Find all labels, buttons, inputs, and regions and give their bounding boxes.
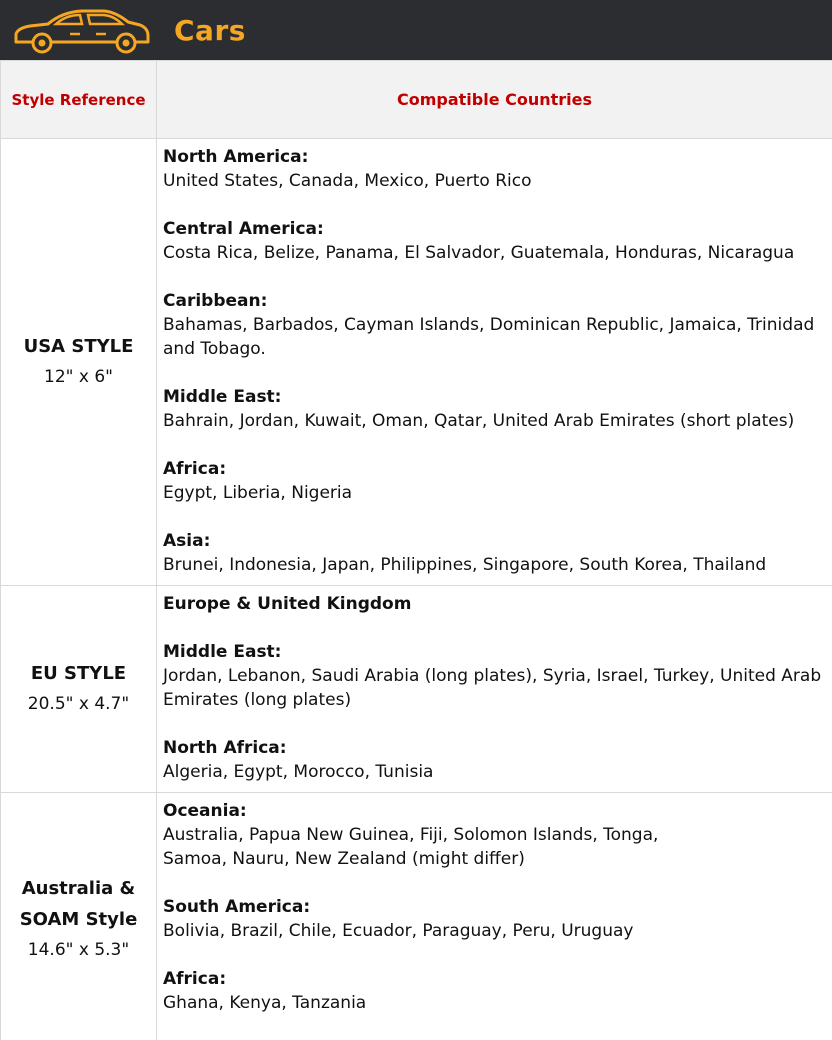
region-title: Oceania: (163, 801, 247, 821)
region-title: South America: (163, 897, 311, 917)
region-title: Middle East: (163, 642, 282, 662)
style-name-line-1: Australia & (21, 878, 136, 899)
style-reference-cell (1, 139, 157, 586)
country-list: Brunei, Indonesia, Japan, Philippines, Singapore, South Korea, Thailand (163, 555, 767, 575)
country-list: Jordan, Lebanon, Saudi Arabia (long plates), Syria, Israel, Turkey, United Arab Emirates (long plates) (163, 666, 822, 710)
region-group (163, 799, 826, 871)
country-list-line-2: Samoa, Nauru, New Zealand (might differ) (163, 849, 525, 869)
country-list: Bahamas, Barbados, Cayman Islands, Dominican Republic, Jamaica, Trinidad and Tobago. (163, 315, 815, 359)
style-reference-cell (1, 586, 157, 793)
countries-cell (157, 793, 832, 1040)
region-group (163, 640, 826, 712)
country-list: United States, Canada, Mexico, Puerto Rico (163, 171, 532, 191)
country-list: Egypt, Liberia, Nigeria (163, 483, 353, 503)
column-header-compatible-countries: Compatible Countries (157, 61, 832, 139)
countries-cell (157, 139, 832, 586)
region-group (163, 895, 826, 943)
plate-size: 14.6" x 5.3" (27, 940, 130, 960)
style-name-line-2: SOAM Style (19, 909, 138, 930)
column-header-style-reference: Style Reference (1, 61, 157, 139)
region-group (163, 385, 826, 433)
page-title: Cars (174, 13, 246, 47)
style-name: EU STYLE (30, 663, 127, 684)
region-group (163, 217, 826, 265)
country-list: Bolivia, Brazil, Chile, Ecuador, Paraguay, Peru, Uruguay (163, 921, 634, 941)
car-icon (12, 6, 150, 54)
table-header-row (1, 61, 832, 139)
region-group (163, 145, 826, 193)
country-list: Bahrain, Jordan, Kuwait, Oman, Qatar, United Arab Emirates (short plates) (163, 411, 795, 431)
plate-size: 20.5" x 4.7" (27, 694, 130, 714)
page-header (0, 0, 832, 60)
region-title: Caribbean: (163, 291, 268, 311)
region-group (163, 529, 826, 577)
country-list: Algeria, Egypt, Morocco, Tunisia (163, 762, 434, 782)
plate-style-table (0, 60, 832, 1040)
region-group (163, 457, 826, 505)
region-group (163, 967, 826, 1015)
style-reference-cell (1, 793, 157, 1040)
country-list-line-1: Australia, Papua New Guinea, Fiji, Solomon Islands, Tonga, (163, 825, 659, 845)
country-list: Ghana, Kenya, Tanzania (163, 993, 367, 1013)
region-title: Africa: (163, 969, 227, 989)
region-title: Europe & United Kingdom (163, 594, 412, 614)
region-group (163, 736, 826, 784)
region-group (163, 592, 826, 616)
region-title: Central America: (163, 219, 324, 239)
region-title: North Africa: (163, 738, 287, 758)
region-title: Africa: (163, 459, 227, 479)
table-row (1, 139, 832, 586)
table-row (1, 586, 832, 793)
region-group (163, 289, 826, 361)
countries-cell (157, 586, 832, 793)
country-list: Costa Rica, Belize, Panama, El Salvador, Guatemala, Honduras, Nicaragua (163, 243, 795, 263)
region-title: Asia: (163, 531, 211, 551)
region-title: Middle East: (163, 387, 282, 407)
plate-size: 12" x 6" (44, 367, 113, 387)
region-title: North America: (163, 147, 309, 167)
style-name: USA STYLE (23, 336, 134, 357)
table-row (1, 793, 832, 1040)
